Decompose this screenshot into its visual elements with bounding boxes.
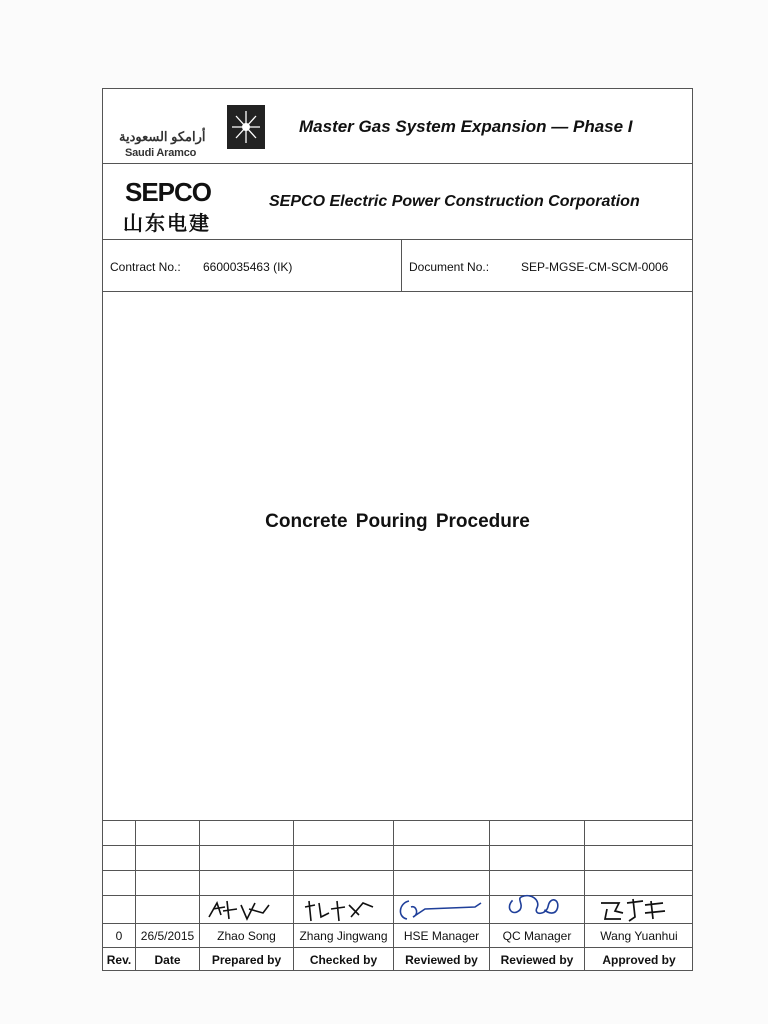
signature-qc-manager (501, 891, 571, 921)
prepared-by-header: Prepared by (211, 953, 282, 967)
approved-by-header: Approved by (602, 953, 676, 967)
saudi-aramco-logo (113, 97, 263, 161)
table-line (103, 845, 692, 846)
rev-header: Rev. (106, 953, 132, 967)
table-line (103, 947, 692, 948)
divider (103, 291, 692, 292)
divider (103, 163, 692, 164)
checked-by-header: Checked by (309, 953, 378, 967)
document-title: Concrete Pouring Procedure (265, 511, 530, 532)
table-line (103, 870, 692, 871)
table-line (293, 820, 294, 971)
approved-by-value: Wang Yuanhui (600, 929, 678, 943)
signature-zhao-song (203, 895, 275, 925)
reviewed-by-header: Reviewed by (500, 953, 574, 967)
date-value: 26/5/2015 (140, 929, 195, 943)
reviewed-by-hse-value: HSE Manager (403, 929, 480, 943)
signature-hse-manager (395, 895, 487, 925)
table-line (135, 820, 136, 971)
document-cover-frame (102, 88, 693, 971)
divider (401, 239, 402, 291)
contract-number-value: 6600035463 (IK) (203, 260, 293, 274)
sepco-logo-chinese: 山东电建 (123, 211, 211, 235)
table-line (103, 820, 692, 821)
table-line (584, 820, 585, 971)
document-number-label: Document No.: (409, 260, 490, 274)
reviewed-by-qc-value: QC Manager (502, 929, 572, 943)
reviewed-by-header: Reviewed by (405, 953, 478, 967)
aramco-star-icon (227, 105, 265, 149)
aramco-arabic-name: أرامكو السعودية (119, 129, 206, 144)
document-number-value: SEP-MGSE-CM-SCM-0006 (521, 260, 669, 274)
divider (103, 239, 692, 240)
table-line (393, 820, 394, 971)
table-line (489, 820, 490, 971)
project-title: Master Gas System Expansion — Phase I (299, 117, 633, 136)
aramco-english-name: Saudi Aramco (125, 147, 197, 159)
signature-zhang-jingwang (301, 895, 381, 925)
rev-value: 0 (115, 929, 123, 943)
signature-wang-yuanhui (593, 895, 673, 925)
contractor-name: SEPCO Electric Power Construction Corporation (269, 193, 640, 210)
checked-by-value: Zhang Jingwang (299, 929, 388, 943)
date-header: Date (154, 953, 181, 967)
prepared-by-value: Zhao Song (217, 929, 276, 943)
table-line (199, 820, 200, 971)
sepco-logo: SEPCO (125, 177, 212, 207)
contract-number-label: Contract No.: (110, 260, 181, 274)
